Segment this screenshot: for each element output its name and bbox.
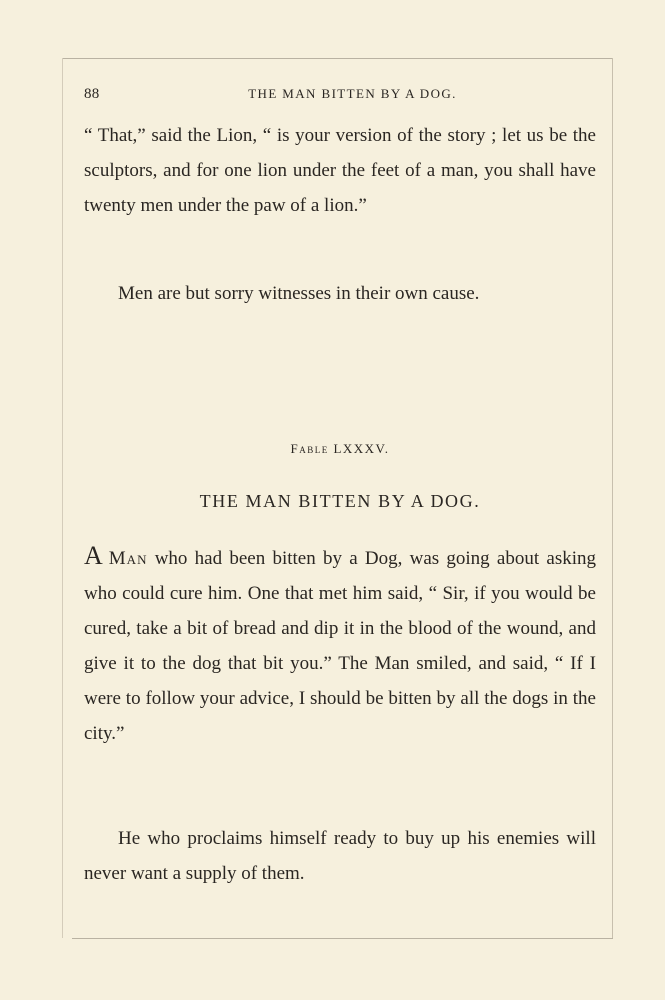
previous-fable-moral: Men are but sorry witnesses in their own cause. <box>118 283 480 304</box>
running-head: THE MAN BITTEN BY A DOG. <box>248 86 457 101</box>
drop-cap: A <box>84 541 109 570</box>
page-number: 88 <box>84 86 100 102</box>
fable-moral: He who proclaims himself ready to buy up his enemies will never want a supply of them. <box>84 828 596 884</box>
page-border-right <box>612 58 613 938</box>
fable-body-text: who had been bitten by a Dog, was going about asking who could cure him. One that met him said, “ Sir, if you would be cured, take a bit of bread and dip it in the blood of the wound, and give it to the dog that bit you.” The Man smiled, and said, “ If I were to follow your advice, I should be bitten by all the dogs in the city.” <box>84 548 596 744</box>
previous-fable-paragraph: “ That,” said the Lion, “ is your version of the story ; let us be the sculptors, and for one lion under the feet of a man, you shall have twenty men under the paw of a lion.” <box>84 125 596 216</box>
fable-body-paragraph <box>84 538 596 751</box>
page-header <box>84 86 597 106</box>
page-border-bottom <box>72 938 613 939</box>
fable-number-text: Fable LXXXV. <box>290 441 390 456</box>
small-caps-word: Man <box>108 548 148 569</box>
page-border-left <box>62 58 63 938</box>
fable-title: THE MAN BITTEN BY A DOG. <box>199 491 481 511</box>
fable-number <box>84 441 596 457</box>
page-border-top <box>62 58 613 59</box>
